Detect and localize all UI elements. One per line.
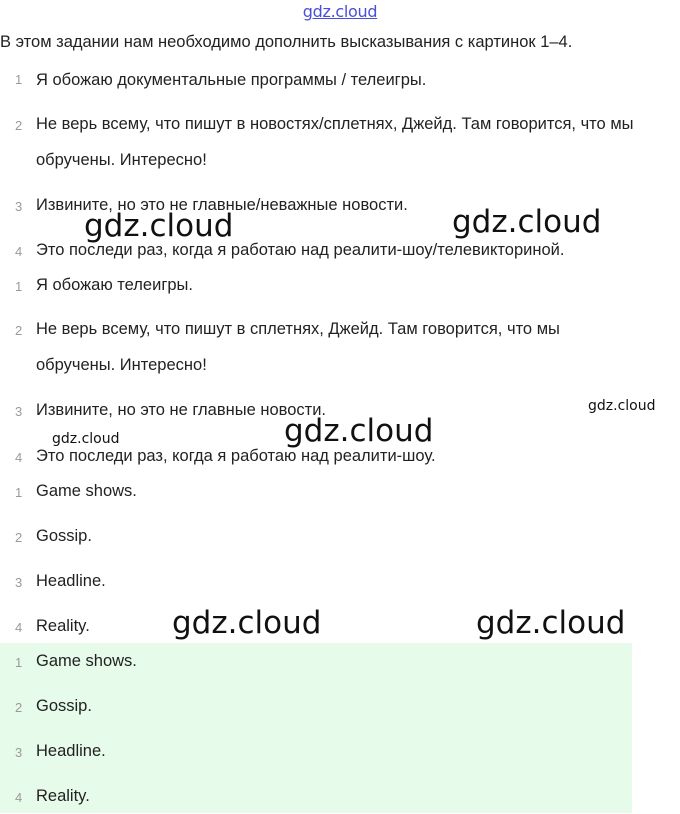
watermark: gdz.cloud — [452, 204, 602, 240]
item-number: 2 — [15, 118, 23, 133]
item-text: Я обожаю телеигры. — [36, 276, 193, 294]
item-number: 2 — [15, 323, 23, 338]
item-number: 1 — [15, 655, 23, 670]
item-number: 4 — [15, 620, 23, 635]
item-number: 1 — [15, 279, 23, 294]
item-text: Извините, но это не главные новости. — [36, 401, 326, 419]
watermark: gdz.cloud — [284, 413, 434, 449]
item-text: Gossip. — [36, 697, 92, 715]
item-number: 1 — [15, 72, 23, 87]
item-text: Reality. — [36, 787, 90, 805]
item-text: Headline. — [36, 572, 106, 590]
watermark: gdz.cloud — [52, 431, 120, 447]
item-number: 2 — [15, 700, 23, 715]
item-text: Это последи раз, когда я работаю над реалити-шоу/телевикториной. — [36, 241, 565, 259]
item-text: Не верь всему, что пишут в сплетнях, Джейд. Там говорится, что мы обручены. Интересно! — [36, 320, 560, 374]
item-text: Headline. — [36, 742, 106, 760]
item-number: 4 — [15, 244, 23, 259]
item-text: Я обожаю документальные программы / телеигры. — [36, 71, 427, 89]
task-intro-text: В этом задании нам необходимо дополнить высказывания с картинок 1–4. — [0, 33, 573, 51]
item-number: 3 — [15, 745, 23, 760]
item-number: 1 — [15, 485, 23, 500]
watermark: gdz.cloud — [588, 398, 656, 414]
item-text: Reality. — [36, 617, 90, 635]
item-text: Gossip. — [36, 527, 92, 545]
site-logo-link[interactable]: gdz.cloud — [302, 2, 378, 21]
item-text: Извините, но это не главные/неважные новости. — [36, 196, 408, 214]
item-text: Game shows. — [36, 482, 137, 500]
watermark: gdz.cloud — [476, 605, 626, 641]
item-text: Это последи раз, когда я работаю над реалити-шоу. — [36, 447, 436, 465]
watermark: gdz.cloud — [84, 208, 234, 244]
watermark: gdz.cloud — [172, 605, 322, 641]
item-number: 3 — [15, 575, 23, 590]
item-number: 4 — [15, 450, 23, 465]
item-number: 3 — [15, 404, 23, 419]
item-number: 2 — [15, 530, 23, 545]
item-text: Не верь всему, что пишут в новостях/сплетнях, Джейд. Там говорится, что мы обручены. Интересно! — [36, 115, 634, 169]
item-text: Game shows. — [36, 652, 137, 670]
item-number: 3 — [15, 199, 23, 214]
item-number: 4 — [15, 790, 23, 805]
